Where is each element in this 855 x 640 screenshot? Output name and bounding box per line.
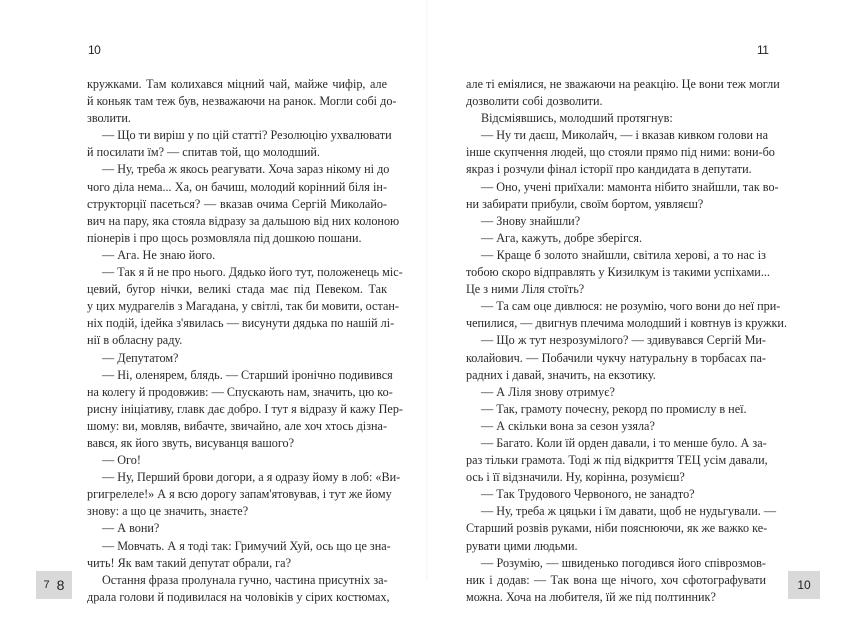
text-line: Старший розвів руками, ніби пояснюючи, як же важко ке- [466, 521, 768, 536]
text-line: — Ну, треба ж цяцьки і їм давати, щоб не нудьгували. — [481, 504, 777, 519]
right-page-text [466, 76, 787, 606]
text-line: радних і давай, значить, на екзотику. [466, 367, 656, 382]
text-line: — Оно, учені приїхали: мамонта нібито знайшли, так во- [481, 179, 779, 194]
text-line: вич на пару, яка стояла відразу за дальшою від них колоною [87, 213, 400, 228]
text-line: — Краще б золото знайшли, світила херові, а то нас із [481, 247, 766, 262]
text-line: тобою скоро відправлять у Кизилкум із такими успіхами... [466, 265, 770, 280]
text-line: Остання фраза пролунала гучно, частина присутніх за- [102, 572, 388, 587]
text-line: — А Ліля знову отримує? [481, 384, 615, 399]
text-line: ргигрелеле!» А я всю дорогу запам'ятовував, і тут же йому [87, 487, 392, 502]
text-line: цевий, бугор нічки, великі стада має під Певеком. Так [87, 282, 387, 297]
text-line: — Та сам оце дивлюся: не розумію, чого вони до неї при- [481, 299, 781, 314]
text-line: колайович. — Побачили чукчу натуральну в торбасах па- [466, 350, 766, 365]
text-line: чого діла нема... Ха, он бачиш, молодий корінний біля ін- [87, 179, 387, 194]
text-line: на колегу й продовжив: — Спускають нам, значить, цю ко- [87, 384, 393, 399]
text-line: знову: а що це значить, знаєте? [87, 504, 249, 519]
text-line: — Багато. Коли їй орден давали, і то менше було. А за- [481, 435, 767, 450]
text-line: — Ага. Не знаю його. [102, 247, 216, 262]
text-line: нії в обласну раду. [87, 333, 183, 348]
right-page-number: 11 [757, 43, 769, 57]
text-line: чить! Як вам такий депутат обрали, га? [87, 555, 291, 570]
text-line: вався, як його звуть, висуванця вашого? [87, 435, 295, 450]
text-line: ось і її відзначили. Ну, корінна, розумієш? [466, 470, 685, 485]
text-line: можна. Хоча на любителя, їй же під полтинник? [466, 589, 716, 604]
text-line: дозволити собі дозволити. [466, 94, 603, 109]
text-line: — Ні, оленярем, блядь. — Старший іронічно подивився [102, 367, 393, 382]
text-line: — Ого! [102, 453, 141, 468]
text-line: й посилати їм? — спитав той, що молодший. [87, 145, 320, 160]
text-line: — Депутатом? [102, 350, 179, 365]
text-line: — Так Трудового Червоного, не занадто? [481, 487, 695, 502]
viewer-page-number: 8 [56, 577, 65, 593]
text-line: — Так, грамоту почесну, рекорд по промислу в неї. [481, 401, 747, 416]
text-line: структорції пасеться? — вказав очима Сергій Миколайо- [87, 196, 387, 211]
text-line: піонерів і про щось розмовляла під дошкою пошани. [87, 230, 362, 245]
text-line: Відсміявшись, молодший протягнув: [481, 111, 673, 126]
text-line: шому: ви, мовляв, вибачте, звичайно, але хоч хтось дізна- [87, 418, 387, 433]
text-line: — Ну, треба ж якось реагувати. Хоча зараз нікому ні до [102, 162, 390, 177]
text-line: ни забирати прибули, своїм бортом, уявляєш? [466, 196, 704, 211]
text-line: — Ну, Перший брови догори, а я одразу йому в лоб: «Ви- [102, 470, 401, 485]
text-line: якраз і розчули фінал історії про кандидата в депутати. [466, 162, 752, 177]
text-line: — Що ти виріш у по цій статті? Резолюцію ухвалювати [102, 128, 392, 143]
text-line: ніх подій, ідейка з'явилась — висунути дядька по нашій лі- [87, 316, 395, 331]
text-line: Це з ними Ліля стоїть? [466, 282, 585, 297]
left-page-text [87, 76, 403, 606]
viewer-page-indicator-right[interactable]: 10 [788, 571, 820, 599]
text-line: але ті еміялися, не зважаючи на реакцію. Це вони теж могли [466, 77, 780, 91]
text-line: — Так я й не про нього. Дядько його тут, положенець міс- [102, 265, 403, 280]
text-line: — Мовчать. А я тоді так: Гримучий Хуй, ось що це зна- [102, 538, 391, 553]
text-line: чепилися, — двигнув плечима молодший і ковтнув із кружки. [466, 316, 787, 331]
text-line: — Що ж тут незрозумілого? — здивувався Сергій Ми- [481, 333, 766, 348]
text-line: рувати цими людьми. [466, 538, 578, 553]
text-line: й коньяк там теж був, незважаючи на ранок. Могли собі до- [87, 94, 397, 109]
text-line: рисну ініціативу, главк дає добро. І тут я відразу й кажу Пер- [87, 401, 403, 416]
text-line: — Розумію, — швиденько погодився його співрозмов- [481, 555, 766, 570]
text-line: — А скільки вона за сезон узяла? [481, 418, 655, 433]
text-line: у цих мудрагелів з Магадана, у світлі, так би мовити, остан- [87, 299, 399, 314]
viewer-page-small-number: 7 [43, 579, 50, 591]
left-page [0, 0, 427, 604]
text-line: — Ага, кажуть, добре зберігся. [481, 230, 643, 245]
text-line: раз тільки грамота. Тоді ж під відкриття ТЕЦ усім давали, [466, 453, 768, 468]
text-line: — А вони? [102, 521, 160, 536]
text-line: зволити. [87, 111, 131, 126]
text-line: інше скупчення людей, що стояли прямо під ними: вони-бо [466, 145, 775, 160]
text-line: — Ну ти даєш, Миколайч, — і вказав кивком голови на [481, 128, 768, 143]
text-line: драла голови й подивилася на чоловіків у сірих костюмах, [87, 589, 390, 604]
text-line: — Знову знайшли? [481, 213, 581, 228]
text-line: ник і додав: — Так вона ще нічого, хоч сфотографувати [466, 572, 766, 587]
text-line: кружками. Там колихався міцний чай, майже чифір, але [87, 77, 387, 91]
left-page-number: 10 [88, 43, 101, 57]
viewer-page-indicator-left[interactable] [36, 571, 72, 599]
